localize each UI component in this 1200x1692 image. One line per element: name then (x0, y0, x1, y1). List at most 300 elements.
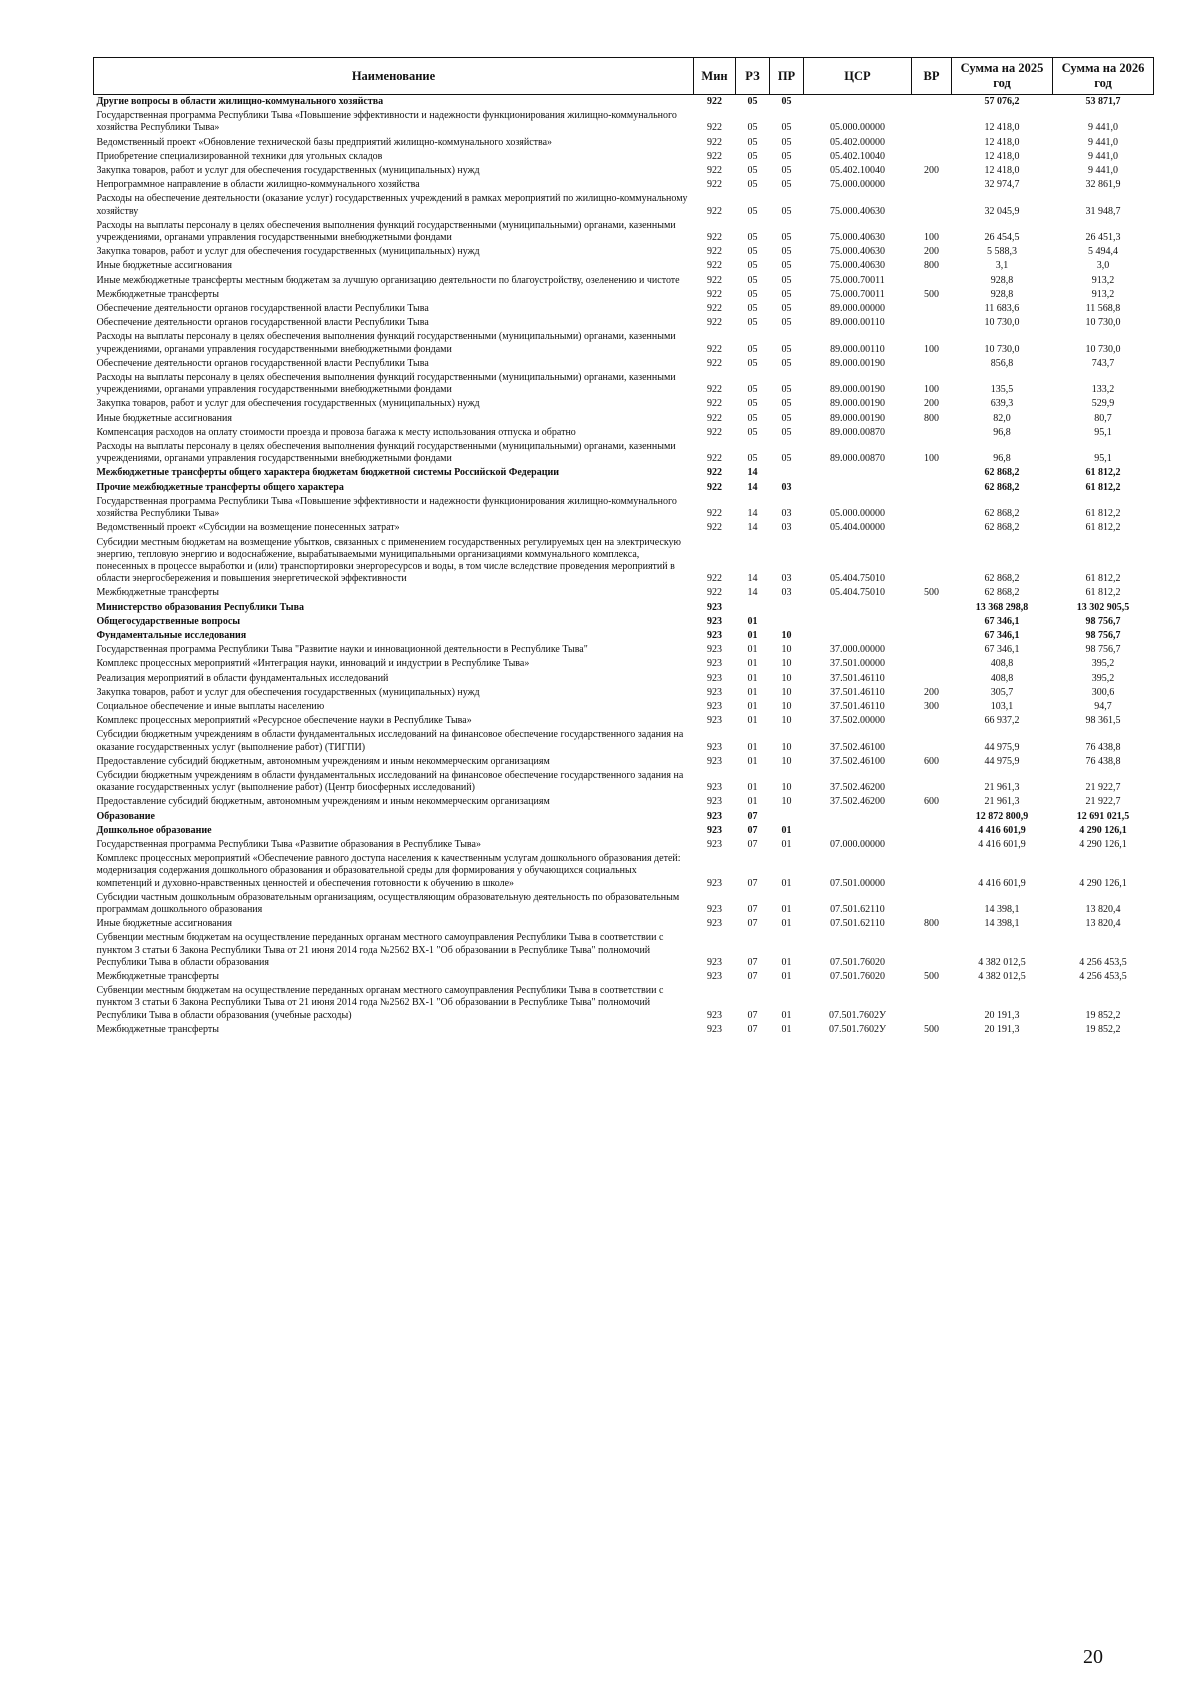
cell-vr: 100 (924, 232, 939, 244)
cell-sum-2026: 94,7 (1094, 700, 1112, 712)
cell-vr (912, 274, 952, 288)
cell-name: Государственная программа Республики Тыва «Повышение эффективности и надежности функционирования жилищно-коммунального хозяйства Республики Тыва» (96, 110, 677, 134)
cell-rz: 07 (747, 918, 758, 930)
table-row (94, 274, 1154, 288)
cell-pr (770, 601, 804, 615)
cell-rz: 14 (747, 508, 758, 520)
cell-name: Субвенции местным бюджетам на осуществление переданных органам местного самоуправления Республики Тыва в соответствии с пунктом 3 статьи 6 Закона Республики Тыва от 21 июня 2014 года №2562 ВХ-1 "Об образовании в Республике Тыва" полномочий Республики Тыва в области образования (96, 932, 664, 968)
cell-name: Прочие межбюджетные трансферты общего характера (96, 481, 344, 493)
cell-pr: 05 (781, 122, 792, 134)
cell-sum-2026: 395,2 (1091, 672, 1115, 684)
cell-vr: 800 (924, 918, 939, 930)
cell-name: Обеспечение деятельности органов государственной власти Республики Тыва (96, 303, 429, 315)
cell-csr: 37.502.46100 (830, 741, 885, 753)
cell-sum-2026: 4 256 453,5 (1079, 971, 1127, 982)
cell-csr (804, 824, 912, 838)
cell-sum-2026: 95,1 (1094, 453, 1112, 465)
table-row (94, 245, 1154, 259)
header-name: Наименование (94, 58, 694, 95)
cell-vr (912, 178, 952, 192)
cell-min: 923 (707, 629, 722, 641)
cell-sum-2025: 62 868,2 (984, 522, 1020, 534)
table-row (94, 824, 1154, 838)
cell-min: 923 (707, 715, 722, 727)
cell-sum-2025: 4 416 601,9 (978, 838, 1026, 850)
table-row (94, 1023, 1154, 1037)
cell-rz: 05 (747, 246, 758, 258)
table-row (94, 521, 1154, 535)
cell-sum-2025: 32 974,7 (984, 179, 1020, 191)
cell-pr: 03 (781, 508, 792, 520)
cell-sum-2025: 66 937,2 (984, 715, 1020, 727)
cell-sum-2026: 32 861,9 (1085, 179, 1121, 191)
cell-pr: 10 (781, 686, 792, 698)
cell-vr: 100 (924, 343, 939, 355)
cell-csr: 07.000.00000 (830, 838, 885, 850)
cell-rz: 07 (747, 810, 758, 822)
cell-min: 922 (707, 317, 722, 329)
cell-min: 923 (707, 644, 722, 656)
cell-min: 922 (707, 246, 722, 258)
cell-name: Обеспечение деятельности органов государственной власти Республики Тыва (96, 317, 429, 329)
cell-rz: 07 (747, 903, 758, 915)
cell-sum-2026: 10 730,0 (1085, 343, 1121, 355)
cell-min: 923 (707, 918, 722, 930)
cell-csr: 07.501.00000 (830, 877, 885, 889)
cell-sum-2025: 135,5 (990, 384, 1014, 396)
cell-csr: 89.000.00190 (830, 357, 885, 369)
cell-min: 923 (707, 1009, 722, 1021)
cell-pr: 05 (781, 205, 792, 217)
cell-vr (912, 657, 952, 671)
cell-pr: 05 (781, 274, 792, 286)
table-row (94, 357, 1154, 371)
cell-csr: 07.501.76020 (830, 956, 885, 968)
cell-min: 922 (707, 96, 722, 107)
cell-csr: 89.000.00000 (830, 303, 885, 315)
cell-sum-2025: 11 683,6 (984, 303, 1020, 315)
cell-sum-2025: 928,8 (990, 274, 1014, 286)
cell-sum-2025: 96,8 (993, 453, 1011, 465)
cell-name: Закупка товаров, работ и услуг для обеспечения государственных (муниципальных) нужд (96, 686, 480, 698)
cell-name: Государственная программа Республики Тыва «Развитие образования в Республике Тыва» (96, 838, 481, 850)
cell-name: Расходы на выплаты персоналу в целях обеспечения выполнения функций государственными (муниципальными) органами, казенными учреждениями, органами управления государственными внебюджетными фондами (96, 372, 676, 396)
cell-rz: 01 (747, 741, 758, 753)
cell-csr: 07.501.7602У (828, 1023, 887, 1035)
table-row (94, 426, 1154, 440)
cell-sum-2026: 21 922,7 (1085, 796, 1121, 808)
cell-vr (912, 615, 952, 629)
cell-vr (912, 466, 952, 480)
cell-pr: 05 (781, 232, 792, 244)
cell-min: 922 (707, 573, 722, 585)
cell-min: 922 (707, 205, 722, 217)
table-row (94, 481, 1154, 495)
cell-min: 922 (707, 398, 722, 410)
cell-pr: 01 (781, 824, 792, 836)
table-row (94, 728, 1154, 754)
cell-vr: 600 (924, 755, 939, 767)
cell-min: 922 (707, 522, 722, 534)
cell-vr: 600 (924, 796, 939, 808)
table-row (94, 288, 1154, 302)
cell-pr: 03 (781, 573, 792, 585)
cell-rz: 05 (747, 343, 758, 355)
cell-name: Компенсация расходов на оплату стоимости проезда и провоза багажа к месту использования отпуска и обратно (96, 426, 576, 438)
cell-vr (912, 357, 952, 371)
table-row (94, 536, 1154, 587)
cell-sum-2025: 4 416 601,9 (978, 877, 1026, 889)
cell-pr: 01 (781, 877, 792, 889)
cell-sum-2025: 12 872 800,9 (975, 810, 1029, 822)
cell-vr (912, 481, 952, 495)
cell-rz: 01 (747, 629, 758, 641)
cell-min: 922 (707, 587, 722, 599)
cell-name: Закупка товаров, работ и услуг для обеспечения государственных (муниципальных) нужд (96, 246, 480, 258)
cell-sum-2026: 61 812,2 (1085, 467, 1121, 479)
cell-sum-2025: 12 418,0 (984, 150, 1020, 162)
cell-sum-2025: 408,8 (990, 672, 1014, 684)
cell-rz: 05 (747, 260, 758, 272)
cell-sum-2025: 26 454,5 (984, 232, 1020, 244)
cell-min: 923 (707, 903, 722, 915)
cell-rz: 07 (747, 1023, 758, 1035)
cell-pr: 05 (781, 398, 792, 410)
cell-min: 922 (707, 179, 722, 191)
cell-name: Закупка товаров, работ и услуг для обеспечения государственных (муниципальных) нужд (96, 165, 480, 177)
table-row (94, 838, 1154, 852)
cell-rz: 01 (747, 700, 758, 712)
cell-csr: 89.000.00190 (830, 384, 885, 396)
cell-csr (804, 810, 912, 824)
cell-min: 922 (707, 426, 722, 438)
cell-sum-2025: 856,8 (990, 357, 1014, 369)
cell-vr: 200 (924, 398, 939, 410)
cell-rz: 14 (747, 522, 758, 534)
cell-rz: 05 (747, 384, 758, 396)
cell-csr: 75.000.40630 (830, 232, 885, 244)
cell-sum-2026: 98 756,7 (1085, 629, 1121, 641)
cell-sum-2025: 44 975,9 (984, 755, 1020, 767)
cell-sum-2026: 4 290 126,1 (1079, 824, 1127, 836)
cell-pr: 05 (781, 426, 792, 438)
table-row (94, 629, 1154, 643)
cell-sum-2026: 76 438,8 (1085, 741, 1121, 753)
table-row (94, 219, 1154, 245)
table-row (94, 412, 1154, 426)
cell-rz: 05 (747, 205, 758, 217)
cell-rz: 05 (747, 426, 758, 438)
cell-min: 923 (707, 700, 722, 712)
cell-sum-2025: 12 418,0 (984, 122, 1020, 134)
cell-rz: 01 (747, 755, 758, 767)
cell-sum-2026: 4 256 453,5 (1079, 956, 1127, 968)
cell-rz: 14 (747, 587, 758, 599)
cell-pr: 01 (781, 903, 792, 915)
table-row (94, 466, 1154, 480)
table-row (94, 95, 1154, 110)
cell-csr: 89.000.00190 (830, 412, 885, 424)
table-row (94, 397, 1154, 411)
cell-sum-2025: 20 191,3 (984, 1009, 1020, 1021)
cell-sum-2025: 62 868,2 (984, 573, 1020, 585)
cell-sum-2026: 5 494,4 (1088, 246, 1118, 258)
cell-name: Предоставление субсидий бюджетным, автономным учреждениям и иным некоммерческим организациям (96, 755, 550, 767)
cell-name: Расходы на обеспечение деятельности (оказание услуг) государственных учреждений в рамках мероприятий по жилищно-коммунальному хозяйству (96, 193, 688, 217)
cell-sum-2025: 5 588,3 (987, 246, 1017, 258)
cell-pr: 10 (781, 782, 792, 794)
cell-vr (912, 136, 952, 150)
cell-min: 923 (707, 956, 722, 968)
cell-min: 922 (707, 288, 722, 300)
cell-pr: 05 (781, 412, 792, 424)
cell-name: Комплекс процессных мероприятий «Интеграция науки, инноваций и индустрии в Республике Тыва» (96, 658, 530, 670)
cell-rz: 14 (747, 467, 758, 479)
cell-sum-2026: 31 948,7 (1085, 205, 1121, 217)
cell-pr: 05 (781, 246, 792, 258)
cell-min: 923 (707, 755, 722, 767)
cell-sum-2025: 67 346,1 (984, 644, 1020, 656)
cell-name: Общегосударственные вопросы (96, 615, 241, 627)
cell-pr: 05 (781, 453, 792, 465)
cell-sum-2026: 913,2 (1091, 288, 1115, 300)
cell-rz: 05 (747, 165, 758, 177)
cell-sum-2025: 21 961,3 (984, 782, 1020, 794)
table-row (94, 192, 1154, 218)
cell-vr: 500 (924, 587, 939, 599)
cell-csr: 75.000.40630 (830, 246, 885, 258)
cell-csr: 37.501.46110 (830, 686, 885, 698)
table-row (94, 330, 1154, 356)
cell-sum-2026: 26 451,3 (1085, 232, 1121, 244)
cell-sum-2025: 44 975,9 (984, 741, 1020, 753)
cell-pr: 01 (781, 838, 792, 850)
cell-sum-2025: 67 346,1 (984, 629, 1020, 641)
table-row (94, 302, 1154, 316)
cell-rz: 01 (747, 672, 758, 684)
cell-vr (912, 852, 952, 891)
cell-vr: 300 (924, 700, 939, 712)
cell-rz: 05 (747, 357, 758, 369)
cell-sum-2026: 913,2 (1091, 274, 1115, 286)
cell-pr: 05 (781, 343, 792, 355)
cell-sum-2025: 13 368 298,8 (975, 601, 1029, 613)
cell-min: 923 (707, 686, 722, 698)
cell-name: Межбюджетные трансферты общего характера бюджетам бюджетной системы Российской Федерации (96, 467, 560, 479)
cell-vr (912, 521, 952, 535)
cell-sum-2026: 9 441,0 (1088, 165, 1118, 177)
cell-rz: 05 (747, 96, 758, 107)
cell-name: Предоставление субсидий бюджетным, автономным учреждениям и иным некоммерческим организациям (96, 796, 550, 808)
cell-sum-2026: 53 871,7 (1085, 96, 1121, 107)
cell-vr (912, 810, 952, 824)
cell-vr: 200 (924, 686, 939, 698)
cell-pr: 05 (781, 317, 792, 329)
cell-name: Министерство образования Республики Тыва (96, 601, 304, 613)
cell-csr (804, 601, 912, 615)
cell-sum-2025: 4 382 012,5 (978, 971, 1026, 982)
cell-sum-2025: 10 730,0 (984, 317, 1020, 329)
cell-name: Комплекс процессных мероприятий «Обеспечение равного доступа населения к качественным услугам дошкольного образования детей: модернизация содержания дошкольного образования и образовательной среды для формирования у обучающихся социальных компетенций и духовно-нравственных ценностей и обеспечения готовности к обучению в школе» (96, 853, 681, 889)
cell-sum-2025: 62 868,2 (984, 508, 1020, 520)
cell-vr (912, 192, 952, 218)
cell-min: 923 (707, 615, 722, 627)
cell-vr (912, 891, 952, 917)
cell-rz: 14 (747, 573, 758, 585)
cell-sum-2026: 13 820,4 (1085, 918, 1121, 930)
cell-name: Закупка товаров, работ и услуг для обеспечения государственных (муниципальных) нужд (96, 398, 480, 410)
cell-sum-2025: 96,8 (993, 426, 1011, 438)
cell-rz: 05 (747, 453, 758, 465)
cell-pr (770, 466, 804, 480)
table-row (94, 795, 1154, 809)
table-row (94, 371, 1154, 397)
table-row (94, 931, 1154, 970)
cell-min: 922 (707, 508, 722, 520)
cell-pr: 05 (781, 260, 792, 272)
cell-name: Иные бюджетные ассигнования (96, 412, 232, 424)
cell-csr: 07.501.62110 (830, 918, 885, 930)
cell-rz: 05 (747, 303, 758, 315)
table-row (94, 178, 1154, 192)
cell-pr: 01 (781, 956, 792, 968)
cell-rz: 05 (747, 274, 758, 286)
cell-sum-2026: 529,9 (1091, 398, 1115, 410)
cell-sum-2026: 3,0 (1096, 260, 1110, 272)
cell-vr (912, 95, 952, 110)
cell-vr: 100 (924, 453, 939, 465)
cell-csr (804, 481, 912, 495)
cell-rz: 05 (747, 412, 758, 424)
cell-min: 923 (707, 810, 722, 822)
cell-min: 922 (707, 412, 722, 424)
header-rz: РЗ (736, 58, 770, 95)
cell-pr: 01 (781, 1023, 792, 1035)
cell-vr: 500 (924, 288, 939, 300)
cell-rz: 07 (747, 877, 758, 889)
cell-rz: 01 (747, 796, 758, 808)
cell-csr: 89.000.00870 (830, 453, 885, 465)
cell-min: 922 (707, 467, 722, 479)
cell-vr (912, 672, 952, 686)
cell-sum-2025: 103,1 (990, 700, 1014, 712)
cell-pr: 03 (781, 481, 792, 493)
cell-rz: 05 (747, 136, 758, 148)
cell-pr: 01 (781, 918, 792, 930)
cell-pr: 03 (781, 522, 792, 534)
cell-name: Социальное обеспечение и иные выплаты населению (96, 700, 325, 712)
table-row (94, 852, 1154, 891)
cell-sum-2026: 95,1 (1094, 426, 1112, 438)
cell-sum-2025: 928,8 (990, 288, 1014, 300)
page-number: 20 (1083, 1646, 1103, 1668)
cell-csr (804, 466, 912, 480)
cell-sum-2026: 98 756,7 (1085, 615, 1121, 627)
cell-rz: 01 (747, 686, 758, 698)
cell-csr: 05.402.00000 (830, 136, 885, 148)
cell-csr: 89.000.00110 (830, 317, 885, 329)
cell-sum-2026: 9 441,0 (1088, 136, 1118, 148)
cell-name: Субсидии частным дошкольным образовательным организациям, осуществляющим образовательную деятельность по образовательным программам дошкольного образования (96, 891, 680, 915)
cell-pr: 05 (781, 165, 792, 177)
cell-pr: 05 (781, 150, 792, 162)
cell-sum-2026: 9 441,0 (1088, 122, 1118, 134)
cell-sum-2025: 639,3 (990, 398, 1014, 410)
cell-sum-2025: 12 418,0 (984, 165, 1020, 177)
cell-rz: 14 (747, 481, 758, 493)
cell-rz: 05 (747, 122, 758, 134)
cell-pr: 10 (781, 644, 792, 656)
cell-name: Субсидии бюджетным учреждениям в области фундаментальных исследований на финансовое обеспечение государственного задания на оказание государственных услуг (выполнение работ) (Центр биосферных исследований) (96, 769, 684, 794)
cell-vr: 800 (924, 412, 939, 424)
cell-name: Субвенции местным бюджетам на осуществление переданных органам местного самоуправления Республики Тыва в соответствии с пунктом 3 статьи 6 Закона Республики Тыва от 21 июня 2014 года №2562 ВХ-1 "Об образовании в Республике Тыва" полномочий Республики Тыва в области образования (учебные расходы) (96, 985, 664, 1021)
cell-name: Иные межбюджетные трансферты местным бюджетам за лучшую организацию деятельности по благоустройству, озеленению и чистоте (96, 274, 680, 286)
cell-rz: 07 (747, 956, 758, 968)
cell-min: 923 (707, 824, 722, 836)
cell-csr: 05.402.10040 (830, 165, 885, 177)
cell-csr: 37.502.46200 (830, 782, 885, 794)
cell-min: 923 (707, 971, 722, 982)
cell-name: Ведомственный проект «Обновление технической базы предприятий жилищно-коммунального хозяйства» (96, 136, 553, 148)
cell-min: 922 (707, 260, 722, 272)
table-row (94, 984, 1154, 1023)
cell-sum-2026: 21 922,7 (1085, 782, 1121, 794)
cell-sum-2025: 14 398,1 (984, 903, 1020, 915)
cell-csr: 05.402.10040 (830, 150, 885, 162)
cell-sum-2026: 133,2 (1091, 384, 1115, 396)
cell-sum-2026: 743,7 (1091, 357, 1115, 369)
cell-csr: 05.404.75010 (830, 587, 885, 599)
cell-sum-2025: 305,7 (990, 686, 1014, 698)
table-row (94, 601, 1154, 615)
cell-name: Государственная программа Республики Тыва «Повышение эффективности и надежности функционирования жилищно-коммунального хозяйства Республики Тыва» (96, 495, 677, 520)
cell-sum-2026: 61 812,2 (1085, 522, 1121, 534)
cell-pr (770, 615, 804, 629)
cell-vr (912, 643, 952, 657)
cell-pr: 10 (781, 629, 792, 641)
cell-sum-2026: 80,7 (1094, 412, 1112, 424)
cell-vr (912, 984, 952, 1023)
cell-min: 922 (707, 343, 722, 355)
cell-name: Расходы на выплаты персоналу в целях обеспечения выполнения функций государственными (муниципальными) органами, казенными учреждениями, органами управления государственными внебюджетными фондами (96, 441, 676, 465)
cell-csr (804, 629, 912, 643)
cell-csr: 37.501.00000 (830, 658, 885, 670)
cell-vr (912, 316, 952, 330)
cell-sum-2026: 61 812,2 (1085, 587, 1121, 599)
cell-min: 922 (707, 136, 722, 148)
table-row (94, 714, 1154, 728)
cell-rz: 05 (747, 179, 758, 191)
cell-sum-2025: 62 868,2 (984, 587, 1020, 599)
cell-sum-2025: 62 868,2 (984, 467, 1020, 479)
cell-min: 922 (707, 232, 722, 244)
cell-name: Расходы на выплаты персоналу в целях обеспечения выполнения функций государственными (муниципальными) органами, казенными учреждениями, органами управления государственными внебюджетными фондами (96, 331, 676, 355)
cell-vr (912, 714, 952, 728)
cell-rz: 07 (747, 838, 758, 850)
cell-min: 923 (707, 1023, 722, 1035)
cell-name: Иные бюджетные ассигнования (96, 918, 232, 930)
cell-min: 922 (707, 165, 722, 177)
cell-csr: 37.502.46100 (830, 755, 885, 767)
cell-csr: 75.000.70011 (830, 288, 885, 300)
cell-pr: 05 (781, 384, 792, 396)
table-row (94, 891, 1154, 917)
table-row (94, 769, 1154, 795)
cell-vr: 800 (924, 260, 939, 272)
cell-name: Межбюджетные трансферты (96, 288, 219, 300)
cell-csr: 07.501.62110 (830, 903, 885, 915)
cell-csr (804, 95, 912, 110)
